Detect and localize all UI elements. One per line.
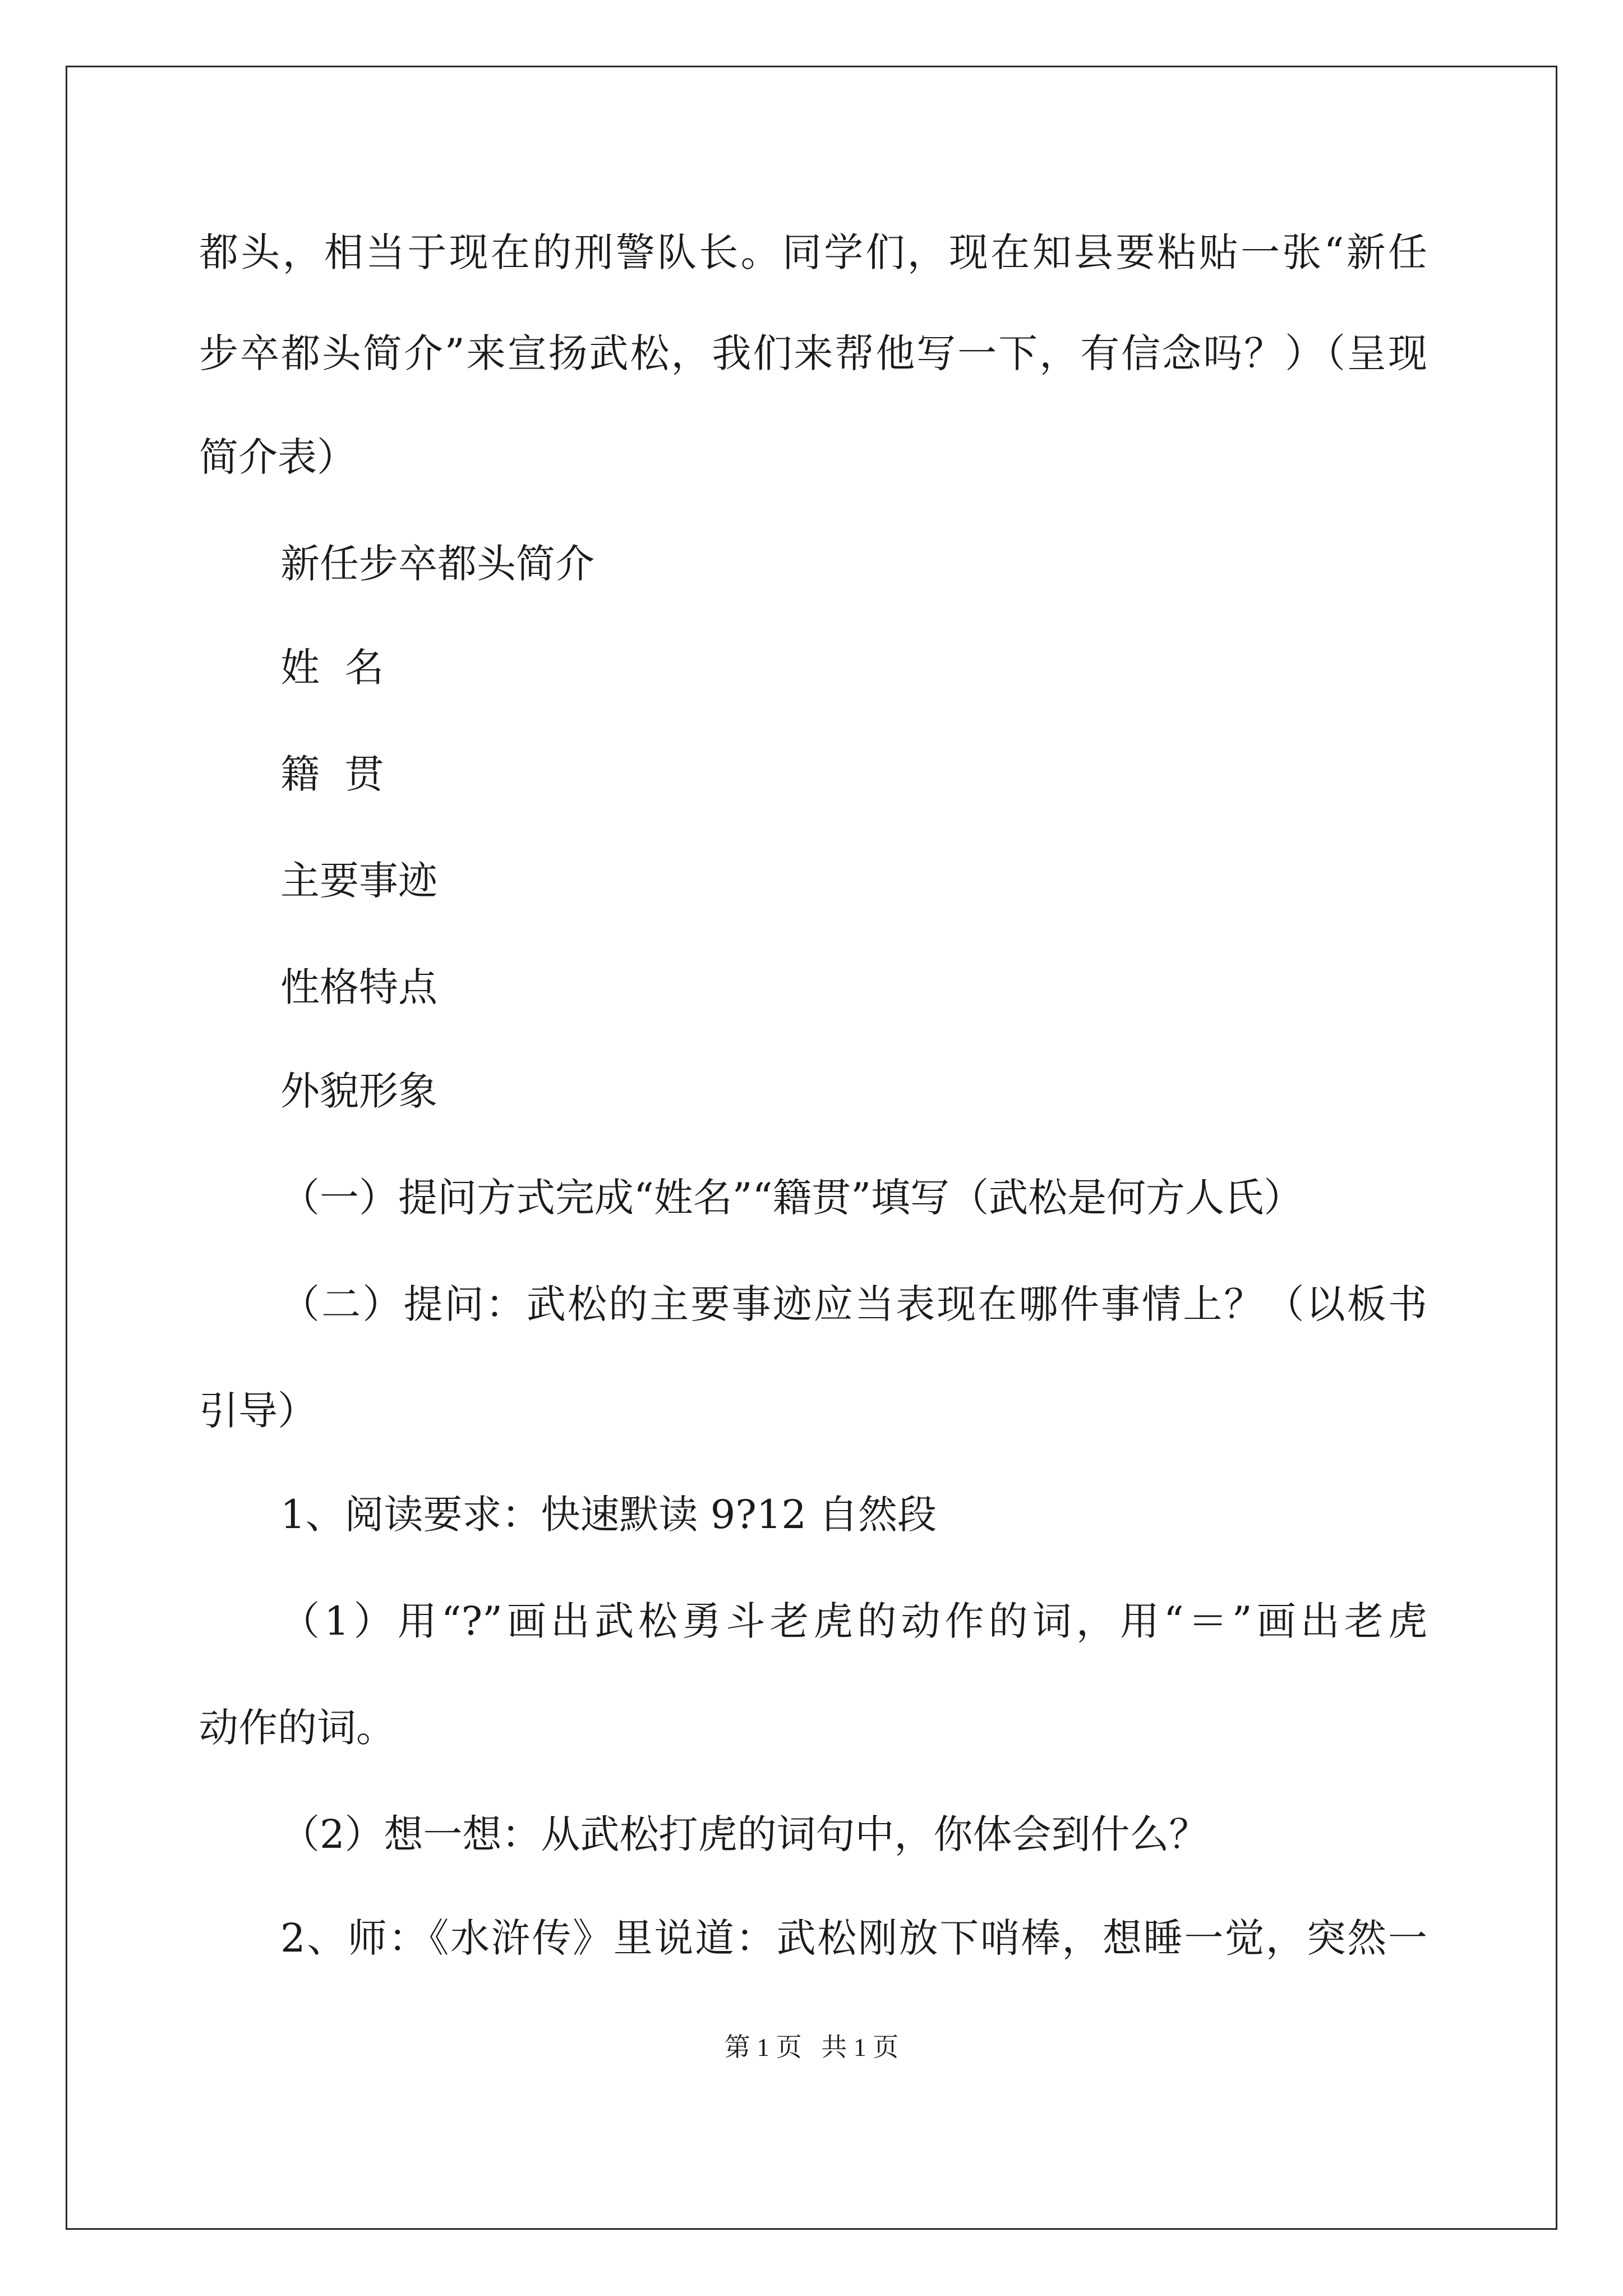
- text-line-1: 都头，相当于现在的刑警队长。同学们，现在知县要粘贴一张“新任: [199, 229, 1427, 275]
- page-total: 共 1 页: [821, 2033, 899, 2062]
- text-line-reading: 1、阅读要求：快速默读 9?12 自然段: [280, 1492, 937, 1538]
- text-line-teacher: 2、师：《水浒传》里说道：武松刚放下哨棒，想睡一觉，突然一: [280, 1915, 1427, 1961]
- table-title: 新任步卒都头简介: [280, 541, 594, 587]
- page-border: [66, 66, 1557, 2230]
- text-line-guide: 引导）: [199, 1388, 317, 1434]
- text-line-task-1: （1）用“?”画出武松勇斗老虎的动作的词，用“＝”画出老虎: [280, 1598, 1427, 1644]
- field-name: 姓 名: [280, 645, 384, 691]
- text-line-question-1: （一）提问方式完成“姓名”“籍贯”填写（武松是何方人氏）: [280, 1175, 1303, 1221]
- text-line-task-1-cont: 动作的词。: [199, 1705, 395, 1751]
- text-line-3: 简介表）: [199, 434, 356, 480]
- page-number: 第 1 页: [724, 2033, 802, 2062]
- field-appearance: 外貌形象: [280, 1068, 437, 1114]
- field-hometown: 籍 贯: [280, 751, 384, 797]
- text-line-task-2: （2）想一想：从武松打虎的词句中，你体会到什么？: [280, 1811, 1209, 1857]
- page-footer: [0, 2031, 1623, 2064]
- field-character: 性格特点: [280, 964, 437, 1010]
- text-line-question-2: （二）提问：武松的主要事迹应当表现在哪件事情上？（以板书: [280, 1281, 1427, 1327]
- field-deeds: 主要事迹: [280, 858, 437, 904]
- text-line-2: 步卒都头简介”来宣扬武松，我们来帮他写一下，有信念吗？）（呈现: [199, 330, 1427, 376]
